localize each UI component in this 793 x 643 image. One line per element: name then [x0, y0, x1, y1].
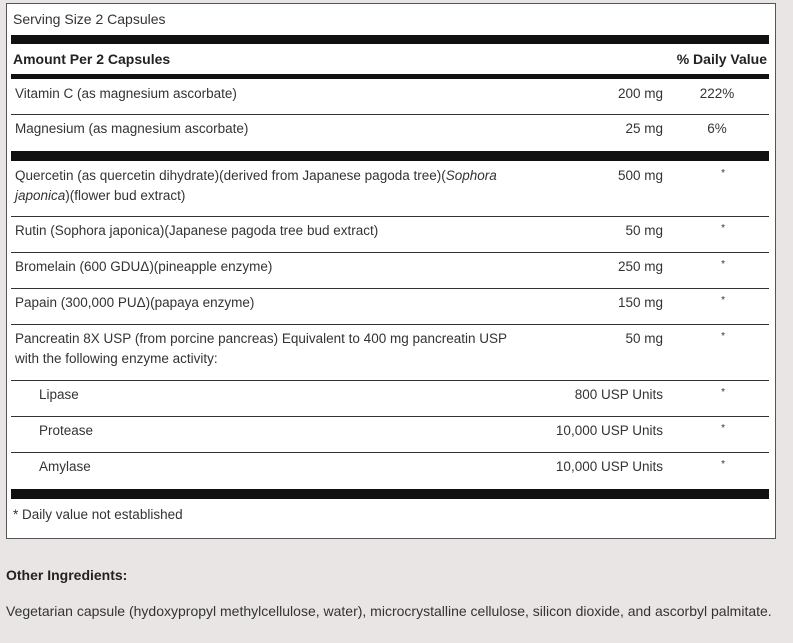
nutrient-amount: 800 USP Units [574, 387, 663, 402]
nutrient-dv: * [721, 387, 725, 398]
nutrient-dv: * [721, 259, 725, 270]
nutrient-name: Protease [39, 423, 94, 438]
table-row [11, 453, 769, 488]
nutrient-name: Bromelain (600 GDUΔ)(pineapple enzyme) [15, 259, 273, 274]
nutrient-amount: 200 mg [617, 86, 663, 101]
name-italic-part: Sophora japonica [15, 168, 497, 203]
nutrient-amount: 250 mg [617, 259, 663, 274]
divider-medium [11, 74, 769, 79]
serving-size: Serving Size 2 Capsules [13, 11, 166, 27]
divider-thick [11, 151, 769, 161]
nutrient-dv: * [721, 423, 725, 434]
nutrient-amount: 10,000 USP Units [555, 423, 663, 438]
supplement-facts-panel [6, 3, 776, 539]
table-row [11, 162, 769, 217]
nutrient-name: Papain (300,000 PUΔ)(papaya enzyme) [15, 295, 255, 310]
nutrient-amount: 150 mg [617, 295, 663, 310]
nutrient-name: Vitamin C (as magnesium ascorbate) [15, 86, 237, 101]
footnote: * Daily value not established [13, 507, 183, 522]
nutrient-amount: 500 mg [617, 168, 663, 183]
table-row [11, 289, 769, 325]
name-part: Quercetin (as quercetin dihydrate)(derived from Japanese pagoda tree)( [15, 168, 446, 183]
nutrient-name: Magnesium (as magnesium ascorbate) [15, 121, 249, 136]
nutrient-name: Lipase [39, 387, 79, 402]
table-row [11, 381, 769, 417]
table-row [11, 417, 769, 453]
daily-value-label: % Daily Value [676, 51, 767, 67]
table-header [13, 50, 769, 68]
table-row [11, 80, 769, 115]
other-ingredients-text: Vegetarian capsule (hydoxypropyl methylcellulose, water), microcrystalline cellulose, silicon dioxide, and ascorbyl palmitate. [6, 603, 772, 619]
nutrient-dv: * [721, 331, 725, 342]
divider-thick [11, 35, 769, 44]
nutrient-amount: 10,000 USP Units [555, 459, 663, 474]
nutrient-name: Rutin (Sophora japonica)(Japanese pagoda tree bud extract) [15, 223, 379, 238]
other-ingredients-title: Other Ingredients: [6, 567, 128, 583]
amount-per-label: Amount Per 2 Capsules [13, 51, 171, 67]
divider-thick [11, 489, 769, 499]
table-row [11, 253, 769, 289]
table-row [11, 325, 769, 381]
nutrient-dv: * [721, 459, 725, 470]
table-row [11, 217, 769, 253]
nutrient-dv: 222% [699, 86, 735, 101]
nutrient-amount: 50 mg [625, 331, 663, 346]
nutrient-dv: * [721, 223, 725, 234]
nutrient-amount: 25 mg [625, 121, 663, 136]
nutrient-dv: * [721, 295, 725, 306]
nutrient-amount: 50 mg [625, 223, 663, 238]
nutrient-name [15, 166, 515, 206]
nutrient-name: Pancreatin 8X USP (from porcine pancreas) Equivalent to 400 mg pancreatin USP with the following enzyme activity: [15, 331, 507, 366]
nutrient-name: Amylase [39, 459, 91, 474]
table-row [11, 115, 769, 149]
name-part: )(flower bud extract) [65, 188, 186, 203]
nutrient-dv: * [721, 168, 725, 179]
nutrient-dv: 6% [707, 121, 727, 136]
